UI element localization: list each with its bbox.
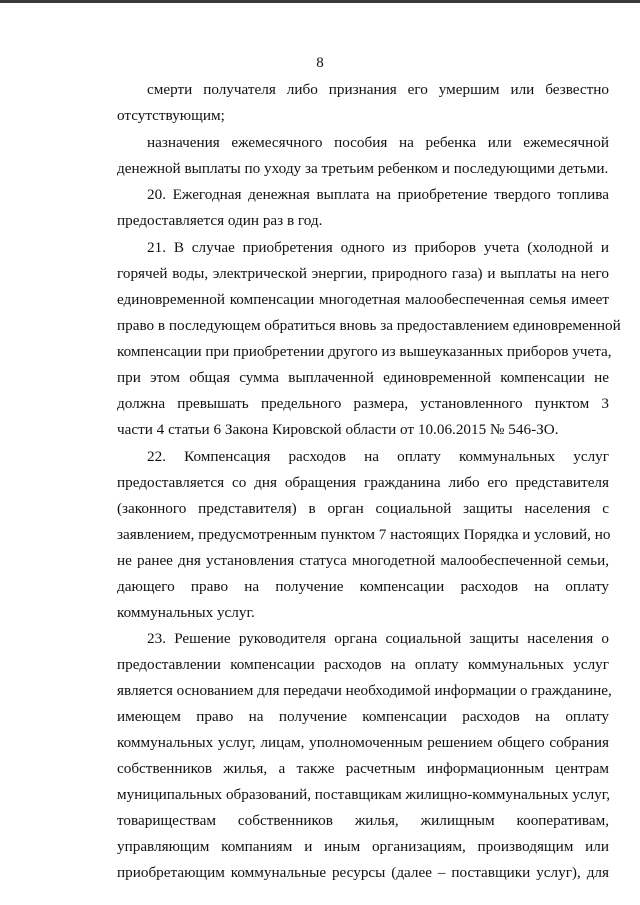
text-line: 20. Ежегодная денежная выплата на приобретение твердого топлива (147, 186, 609, 203)
text-line: предоставляется со дня обращения гражданина либо его представителя (117, 474, 609, 491)
text-line: товариществам собственников жилья, жилищным кооперативам, (117, 812, 609, 829)
text-line: является основанием для передачи необходимой информации о гражданине, (117, 682, 612, 699)
text-line: управляющим компаниям и иным организациям, производящим или (117, 838, 609, 855)
text-line: горячей воды, электрической энергии, природного газа) и выплаты на него (117, 265, 609, 282)
text-line: 23. Решение руководителя органа социальной защиты населения о (147, 630, 609, 647)
text-line: предоставляется один раз в год. (117, 212, 323, 229)
text-line: коммунальных услуг, лицам, уполномоченным решением общего собрания (117, 734, 609, 751)
text-line: при этом общая сумма выплаченной единовременной компенсации не (117, 369, 609, 386)
text-line: собственников жилья, а также расчетным информационным центрам (117, 760, 609, 777)
text-line: право в последующем обратиться вновь за предоставлением единовременной (117, 317, 621, 334)
text-line: (законного представителя) в орган социальной защиты населения с (117, 500, 609, 517)
text-line: единовременной компенсации многодетная малообеспеченная семья имеет (117, 291, 609, 308)
top-border-line (0, 0, 640, 3)
text-line: денежной выплаты по уходу за третьим ребенком и последующими детьми. (117, 160, 609, 177)
text-line: имеющем право на получение компенсации расходов на оплату (117, 708, 609, 725)
text-line: 22. Компенсация расходов на оплату коммунальных услуг (147, 448, 609, 465)
text-line: не ранее дня установления статуса многодетной малообеспеченной семьи, (117, 552, 609, 569)
text-line: компенсации при приобретении другого из вышеуказанных приборов учета, (117, 343, 612, 360)
text-line: заявлением, предусмотренным пунктом 7 настоящих Порядка и условий, но (117, 526, 611, 543)
text-line: назначения ежемесячного пособия на ребенка или ежемесячной (147, 134, 609, 151)
text-line: коммунальных услуг. (117, 604, 255, 621)
text-line: муниципальных образований, поставщикам жилищно-коммунальных услуг, (117, 786, 611, 803)
text-line: части 4 статьи 6 Закона Кировской области от 10.06.2015 № 546-ЗО. (117, 421, 559, 438)
text-line: предоставлении компенсации расходов на оплату коммунальных услуг (117, 656, 609, 673)
text-line: 21. В случае приобретения одного из приборов учета (холодной и (147, 239, 609, 256)
page-number: 8 (316, 55, 324, 71)
text-line: смерти получателя либо признания его умершим или безвестно (147, 81, 609, 98)
text-line: отсутствующим; (117, 107, 225, 124)
text-line: должна превышать предельного размера, установленного пунктом 3 (117, 395, 609, 412)
text-line: приобретающим коммунальные ресурсы (далее – поставщики услуг), для (117, 864, 609, 881)
text-line: дающего право на получение компенсации расходов на оплату (117, 578, 609, 595)
